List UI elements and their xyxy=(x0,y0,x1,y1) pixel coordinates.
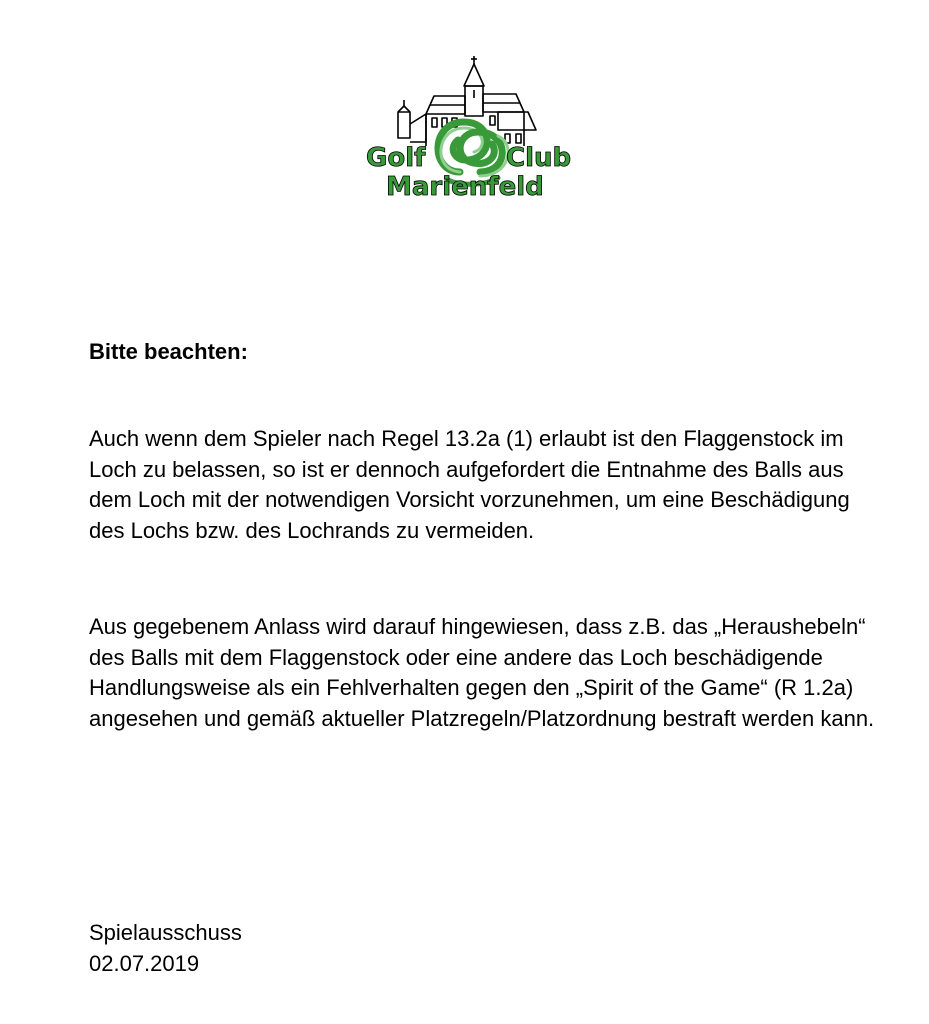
notice-paragraph-2: Aus gegebenem Anlass wird darauf hingewiesen, dass z.B. das „Heraushebeln“ des Balls mit dem Flaggenstock oder eine andere das Loch beschädigende Handlungsweise als ein Fehlverhalten gegen den „Spirit of the Game“ (R 1.2a) angesehen und gemäß aktueller Platzregeln/Platzordnung bestraft werden kann. xyxy=(89,614,875,731)
signature-date: 02.07.2019 xyxy=(89,950,200,976)
notice-heading: Bitte beachten: xyxy=(89,339,248,364)
signature-committee: Spielausschuss xyxy=(89,920,242,945)
notice-paragraph-1: Auch wenn dem Spieler nach Regel 13.2a (1) erlaubt ist den Flaggenstock im Loch zu belassen, so ist er dennoch aufgefordert die Entnahme des Balls aus dem Loch mit der notwendigen Vorsicht vorzunehmen, um eine Beschädigung des Lochs bzw. des Lochrands zu vermeiden. xyxy=(89,426,850,543)
signature-block xyxy=(89,918,242,979)
golf-club-logo xyxy=(360,52,575,204)
logo-text-golf: Golf xyxy=(366,143,426,173)
logo-text-marienfeld: Marienfeld xyxy=(386,172,544,202)
logo-text-club: Club xyxy=(506,143,572,173)
church-logo-icon xyxy=(360,52,575,204)
